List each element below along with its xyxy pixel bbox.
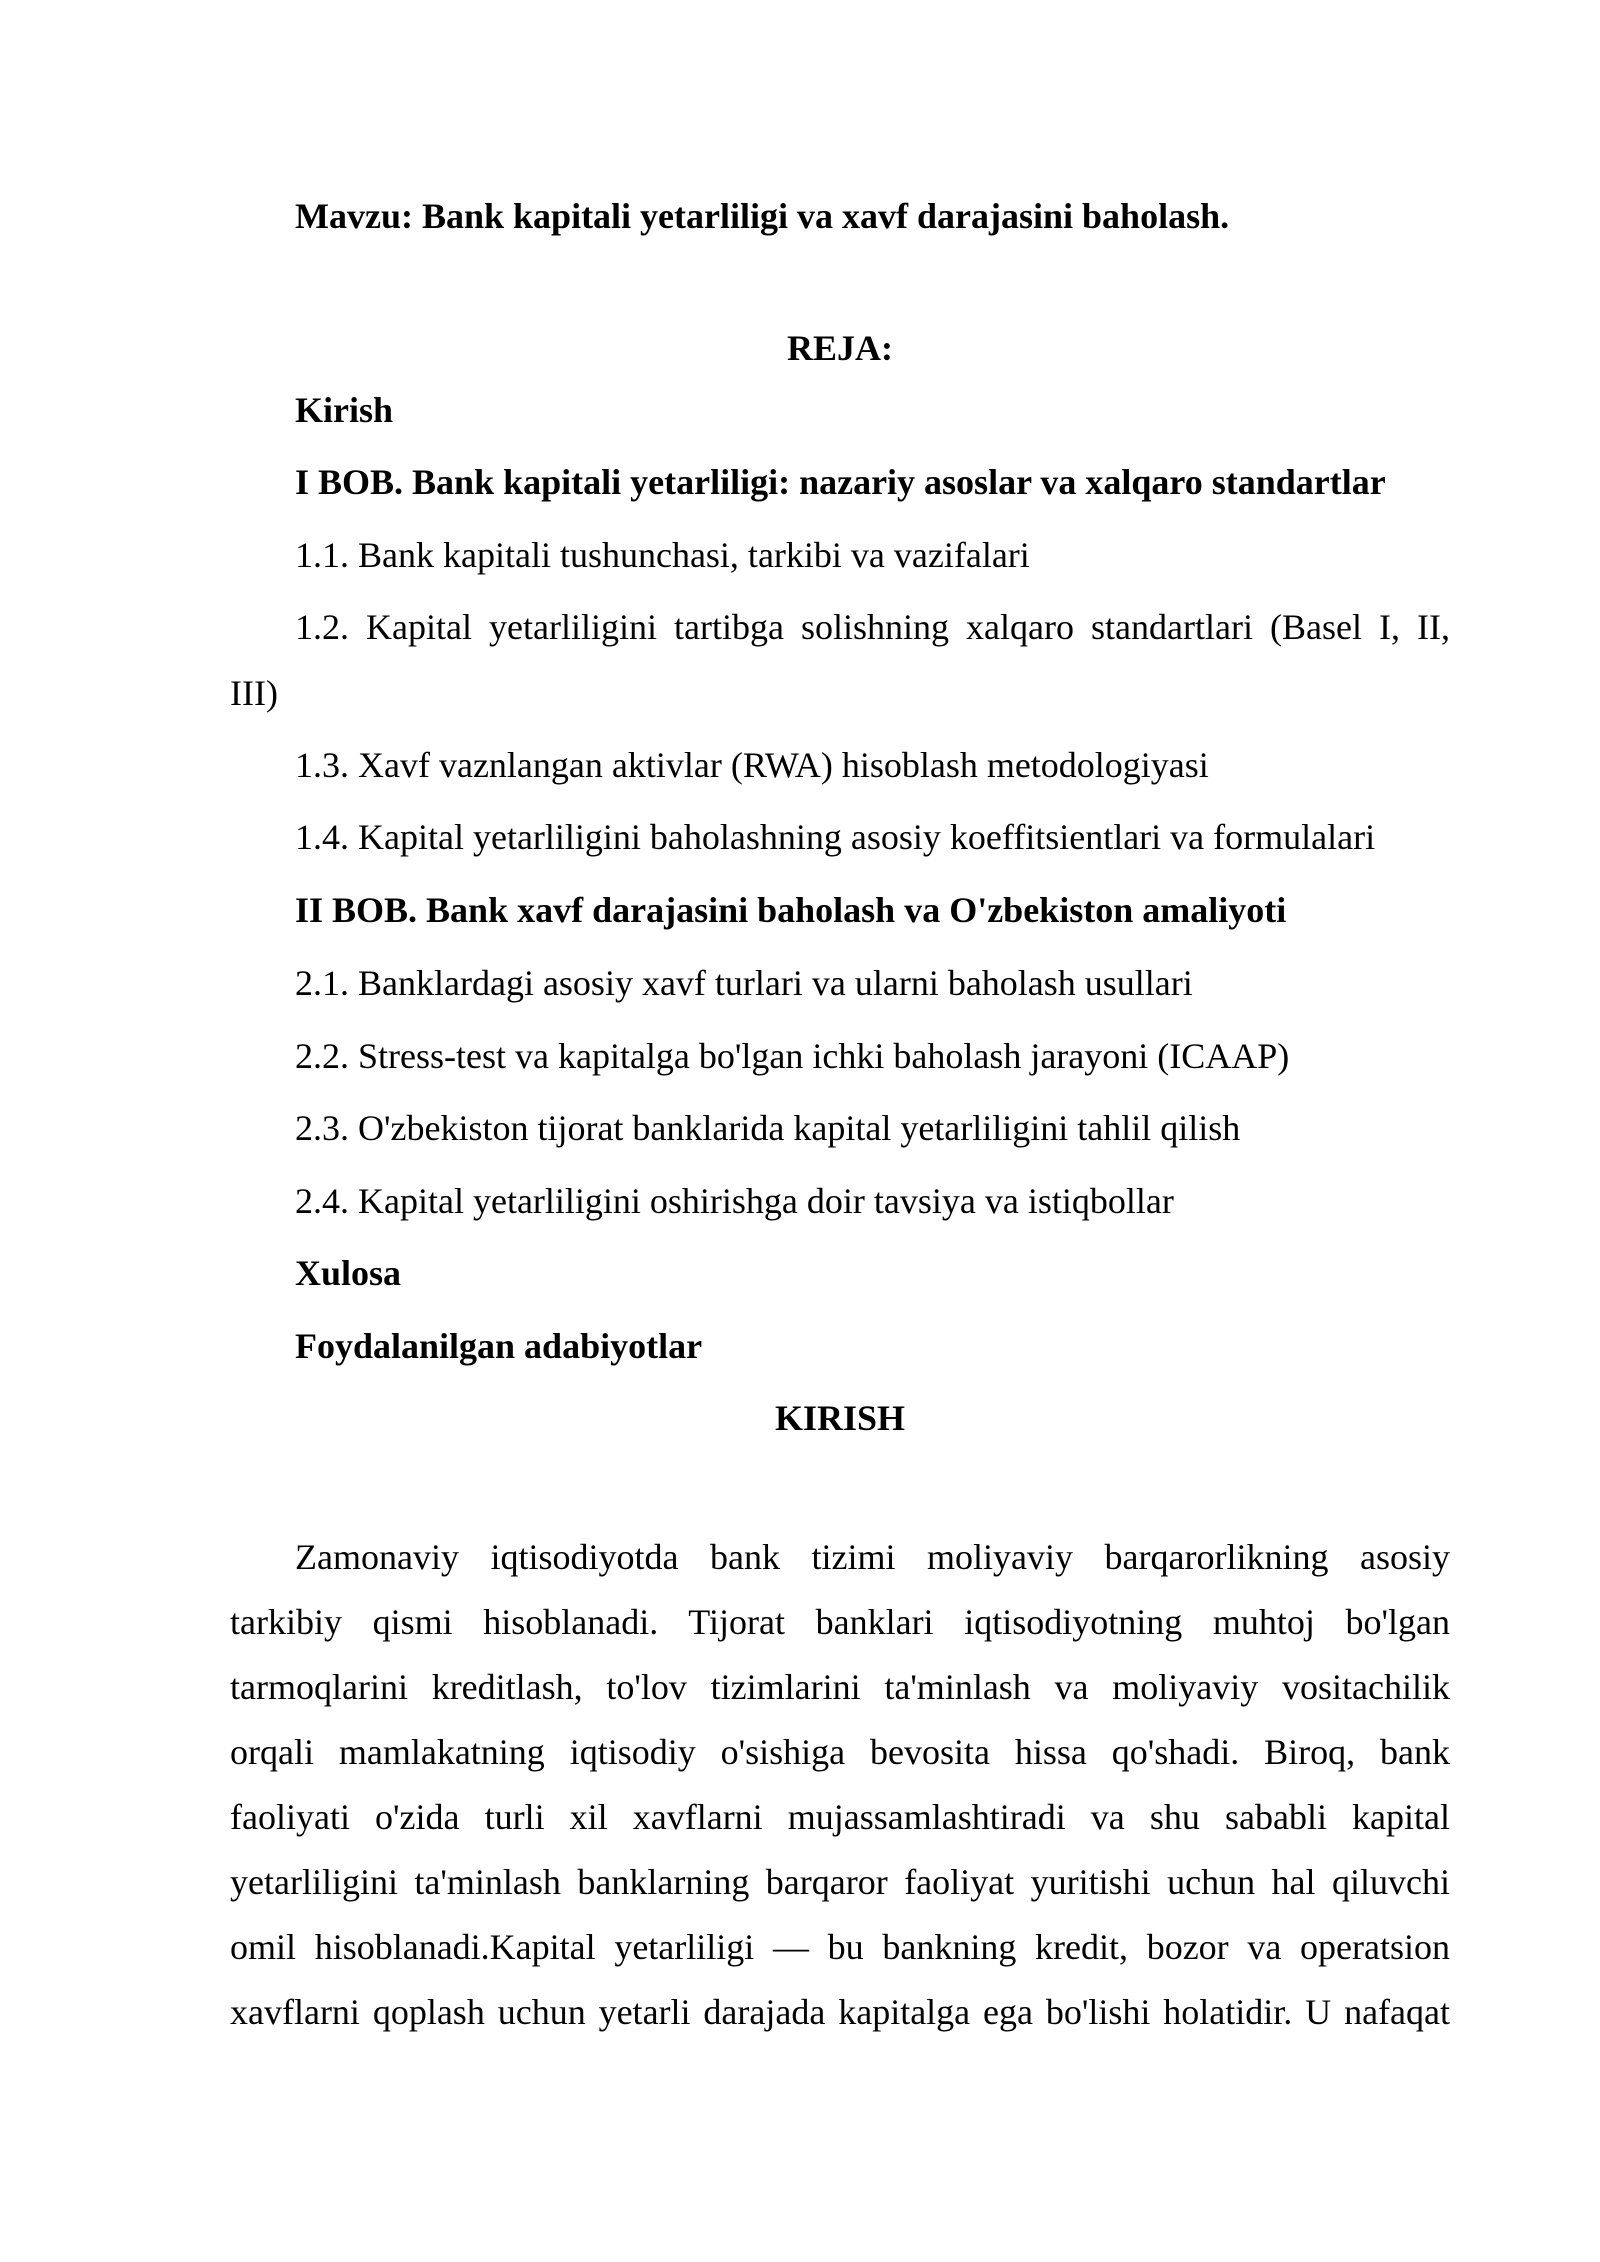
plan-conclusion: Xulosa	[295, 1253, 402, 1293]
plan-intro: Kirish	[295, 390, 394, 430]
paragraph-line: tarmoqlarini kreditlash, to'lov tizimlarini ta'minlash va moliyaviy vositachilik	[230, 1667, 1450, 1707]
topic-title: Mavzu: Bank kapitali yetarliligi va xavf darajasini baholash.	[295, 196, 1230, 236]
plan-item-2-3: 2.3. O'zbekiston tijorat banklarida kapital yetarliligini tahlil qilish	[295, 1108, 1241, 1148]
paragraph-line: faoliyati o'zida turli xil xavflarni mujassamlashtiradi va shu sababli kapital	[230, 1797, 1450, 1837]
paragraph-line: omil hisoblanadi.Kapital yetarliligi — bu bankning kredit, bozor va operatsion	[230, 1927, 1450, 1967]
paragraph-line: orqali mamlakatning iqtisodiy o'sishiga bevosita hissa qo'shadi. Biroq, bank	[230, 1732, 1450, 1772]
paragraph-line: yetarliligini ta'minlash banklarning barqaror faoliyat yuritishi uchun hal qiluvchi	[230, 1862, 1450, 1902]
paragraph-line: Zamonaviy iqtisodiyotda bank tizimi moliyaviy barqarorlikning asosiy	[295, 1537, 1450, 1577]
intro-heading: KIRISH	[774, 1398, 906, 1438]
plan-item-1-2: 1.2. Kapital yetarliligini tartibga solishning xalqaro standartlari (Basel I, II,	[295, 607, 1450, 647]
plan-chapter-1: I BOB. Bank kapitali yetarliligi: nazariy asoslar va xalqaro standartlar	[295, 462, 1386, 502]
plan-item-2-2: 2.2. Stress-test va kapitalga bo'lgan ichki baholash jarayoni (ICAAP)	[295, 1036, 1290, 1076]
plan-item-1-2-continued: III)	[230, 673, 278, 713]
plan-references: Foydalanilgan adabiyotlar	[295, 1326, 703, 1366]
plan-item-1-1: 1.1. Bank kapitali tushunchasi, tarkibi va vazifalari	[295, 535, 1030, 575]
plan-item-2-4: 2.4. Kapital yetarliligini oshirishga doir tavsiya va istiqbollar	[295, 1181, 1174, 1221]
plan-chapter-2: II BOB. Bank xavf darajasini baholash va O'zbekiston amaliyoti	[295, 890, 1287, 930]
plan-item-1-3: 1.3. Xavf vaznlangan aktivlar (RWA) hisoblash metodologiyasi	[295, 745, 1209, 785]
plan-item-2-1: 2.1. Banklardagi asosiy xavf turlari va ularni baholash usullari	[295, 963, 1193, 1003]
plan-item-1-4: 1.4. Kapital yetarliligini baholashning asosiy koeffitsientlari va formulalari	[295, 817, 1376, 857]
paragraph-line: tarkibiy qismi hisoblanadi. Tijorat banklari iqtisodiyotning muhtoj bo'lgan	[230, 1602, 1450, 1642]
paragraph-line: xavflarni qoplash uchun yetarli darajada kapitalga ega bo'lishi holatidir. U nafaqat	[230, 1992, 1450, 2032]
plan-heading: REJA:	[787, 328, 893, 368]
